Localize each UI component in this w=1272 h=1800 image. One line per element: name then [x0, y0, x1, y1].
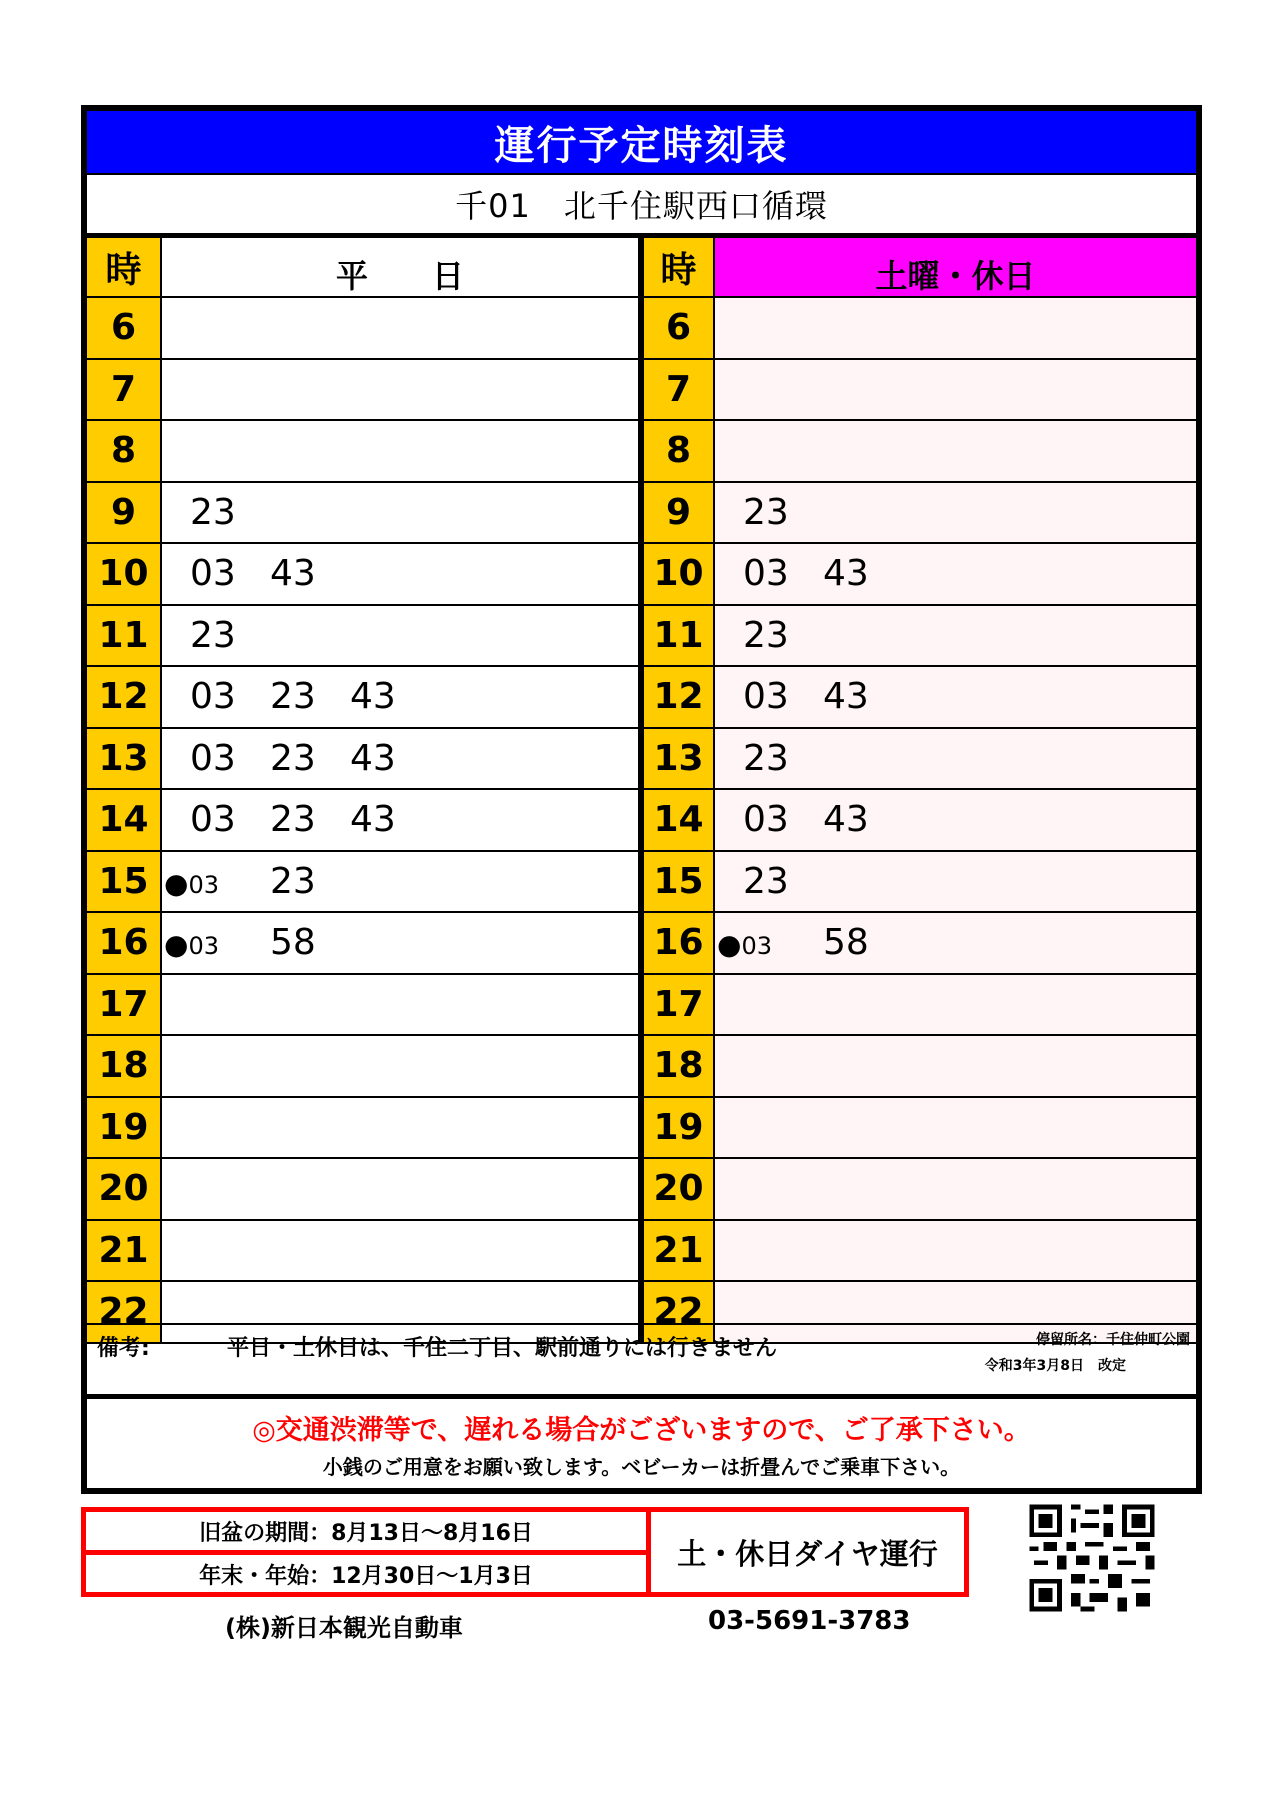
table-header-row [87, 238, 1196, 298]
hour-cell: 8 [640, 421, 715, 483]
table-row [87, 1098, 1196, 1160]
weekday-times [162, 483, 640, 545]
qr-code-icon[interactable] [1024, 1500, 1160, 1616]
weekday-times [162, 606, 640, 668]
special-schedule-label: 土・休日ダイヤ運行 [677, 1536, 938, 1571]
departure-time: 23 [743, 614, 789, 656]
dot-marker: ● [164, 866, 189, 900]
hour-cell: 11 [640, 606, 715, 668]
hour-cell: 7 [87, 360, 162, 422]
hour-cell: 12 [87, 667, 162, 729]
holiday-times [715, 1098, 1196, 1160]
table-row [87, 1036, 1196, 1098]
weekday-times [162, 975, 640, 1037]
timetable-sheet [81, 105, 1202, 1494]
weekday-times [162, 1159, 640, 1221]
hour-cell: 14 [87, 790, 162, 852]
holiday-times [715, 606, 1196, 668]
departure-time: 03 [190, 676, 236, 718]
table-row [87, 421, 1196, 483]
hour-header-holiday: 時 [640, 238, 715, 298]
hour-cell: 18 [640, 1036, 715, 1098]
fare-notice: 小銭のご用意をお願い致します。ベビーカーは折畳んでご乗車下さい。 [322, 1455, 961, 1479]
hour-cell: 17 [87, 975, 162, 1037]
departure-time: 03 [743, 799, 789, 841]
weekday-times [162, 667, 640, 729]
weekday-times [162, 1098, 640, 1160]
holiday-times [715, 1036, 1196, 1098]
holiday-times [715, 913, 1196, 975]
weekday-header: 平 日 [162, 238, 640, 298]
departure-time: 03 [190, 799, 236, 841]
holiday-times [715, 852, 1196, 914]
weekday-times [162, 1036, 640, 1098]
table-row [87, 852, 1196, 914]
departure-time: 23 [190, 614, 236, 656]
departure-time: 58 [270, 922, 316, 964]
departure-time [717, 922, 823, 963]
hour-cell: 22 [640, 1282, 715, 1344]
special-period-box [81, 1507, 969, 1597]
departure-time: 23 [270, 676, 316, 718]
holiday-times [715, 790, 1196, 852]
remarks-text: 平日・土休日は、千住二丁目、駅前通りには行きません [227, 1336, 778, 1361]
hour-cell: 18 [87, 1036, 162, 1098]
timetable-grid [87, 238, 1196, 1344]
dot-marker: ● [164, 928, 189, 962]
table-row [87, 606, 1196, 668]
holiday-header: 土曜・休日 [715, 238, 1196, 298]
hour-cell: 15 [87, 852, 162, 914]
departure-time: 03 [190, 553, 236, 595]
holiday-times [715, 1159, 1196, 1221]
hour-cell: 10 [640, 544, 715, 606]
departure-time: 23 [270, 799, 316, 841]
hour-cell: 13 [87, 729, 162, 791]
hour-cell: 15 [640, 852, 715, 914]
company-name: (株)新日本観光自動車 [225, 1614, 463, 1642]
table-row [87, 1221, 1196, 1283]
weekday-times [162, 544, 640, 606]
hour-cell: 21 [640, 1221, 715, 1283]
weekday-times [162, 729, 640, 791]
departure-time: 58 [823, 922, 869, 964]
departure-time: 23 [190, 491, 236, 533]
phone-number: 03-5691-3783 [708, 1606, 911, 1636]
weekday-times [162, 1221, 640, 1283]
holiday-times [715, 298, 1196, 360]
departure-time: 43 [823, 799, 869, 841]
departure-time: 23 [270, 737, 316, 779]
hour-cell: 6 [640, 298, 715, 360]
table-row [87, 298, 1196, 360]
revision-date: 令和3年3月8日 改定 [984, 1358, 1126, 1374]
hour-cell: 19 [87, 1098, 162, 1160]
departure-time: 03 [743, 676, 789, 718]
hour-cell: 14 [640, 790, 715, 852]
hour-cell: 19 [640, 1098, 715, 1160]
stop-name: 停留所名：千住仲町公園 [1036, 1332, 1190, 1348]
holiday-times [715, 975, 1196, 1037]
departure-time: 23 [270, 860, 316, 902]
hour-cell: 13 [640, 729, 715, 791]
holiday-times [715, 360, 1196, 422]
hour-cell: 22 [87, 1282, 162, 1344]
table-row [87, 483, 1196, 545]
table-row [87, 729, 1196, 791]
departure-time-text: 03 [188, 870, 219, 899]
weekday-times [162, 298, 640, 360]
dot-marker: ● [717, 928, 742, 962]
departure-time [164, 922, 270, 963]
newyear-period: 年末・年始：12月30日～1月3日 [199, 1563, 533, 1589]
hour-cell: 11 [87, 606, 162, 668]
departure-time: 23 [743, 737, 789, 779]
table-row [87, 360, 1196, 422]
hour-cell: 6 [87, 298, 162, 360]
table-row [87, 975, 1196, 1037]
holiday-times [715, 1221, 1196, 1283]
departure-time: 43 [350, 676, 396, 718]
departure-time: 23 [743, 491, 789, 533]
holiday-times [715, 729, 1196, 791]
hour-cell: 9 [640, 483, 715, 545]
hour-header-weekday: 時 [87, 238, 162, 298]
weekday-times [162, 790, 640, 852]
hour-cell: 20 [87, 1159, 162, 1221]
weekday-times [162, 913, 640, 975]
hour-cell: 17 [640, 975, 715, 1037]
departure-time: 43 [350, 799, 396, 841]
hour-cell: 21 [87, 1221, 162, 1283]
departure-time: 23 [743, 860, 789, 902]
holiday-times [715, 667, 1196, 729]
departure-time: 03 [743, 553, 789, 595]
route-name: 千01 北千住駅西口循環 [87, 175, 1196, 238]
weekday-times [162, 852, 640, 914]
departure-time: 03 [190, 737, 236, 779]
holiday-times [715, 421, 1196, 483]
page-title: 運行予定時刻表 [87, 111, 1196, 175]
departure-time [164, 861, 270, 902]
hour-cell: 7 [640, 360, 715, 422]
special-periods [86, 1512, 651, 1592]
hour-cell: 16 [87, 913, 162, 975]
hour-cell: 8 [87, 421, 162, 483]
table-row [87, 913, 1196, 975]
holiday-times [715, 544, 1196, 606]
hour-cell: 20 [640, 1159, 715, 1221]
obon-period: 旧盆の期間：8月13日～8月16日 [86, 1512, 646, 1555]
table-row [87, 790, 1196, 852]
hour-cell: 9 [87, 483, 162, 545]
departure-time-text: 03 [741, 932, 772, 961]
remarks-section [87, 1323, 1196, 1399]
delay-notice: ◎交通渋滞等で、遅れる場合がございますので、ご了承下さい。 [252, 1415, 1031, 1446]
hour-cell: 16 [640, 913, 715, 975]
weekday-times [162, 360, 640, 422]
hour-cell: 12 [640, 667, 715, 729]
departure-time: 43 [270, 553, 316, 595]
table-row [87, 544, 1196, 606]
remarks-label: 備考: [97, 1336, 150, 1361]
departure-time: 43 [350, 737, 396, 779]
weekday-times [162, 421, 640, 483]
holiday-times [715, 483, 1196, 545]
table-row [87, 667, 1196, 729]
departure-time: 43 [823, 676, 869, 718]
departure-time-text: 03 [188, 932, 219, 961]
departure-time: 43 [823, 553, 869, 595]
table-row [87, 1159, 1196, 1221]
hour-cell: 10 [87, 544, 162, 606]
